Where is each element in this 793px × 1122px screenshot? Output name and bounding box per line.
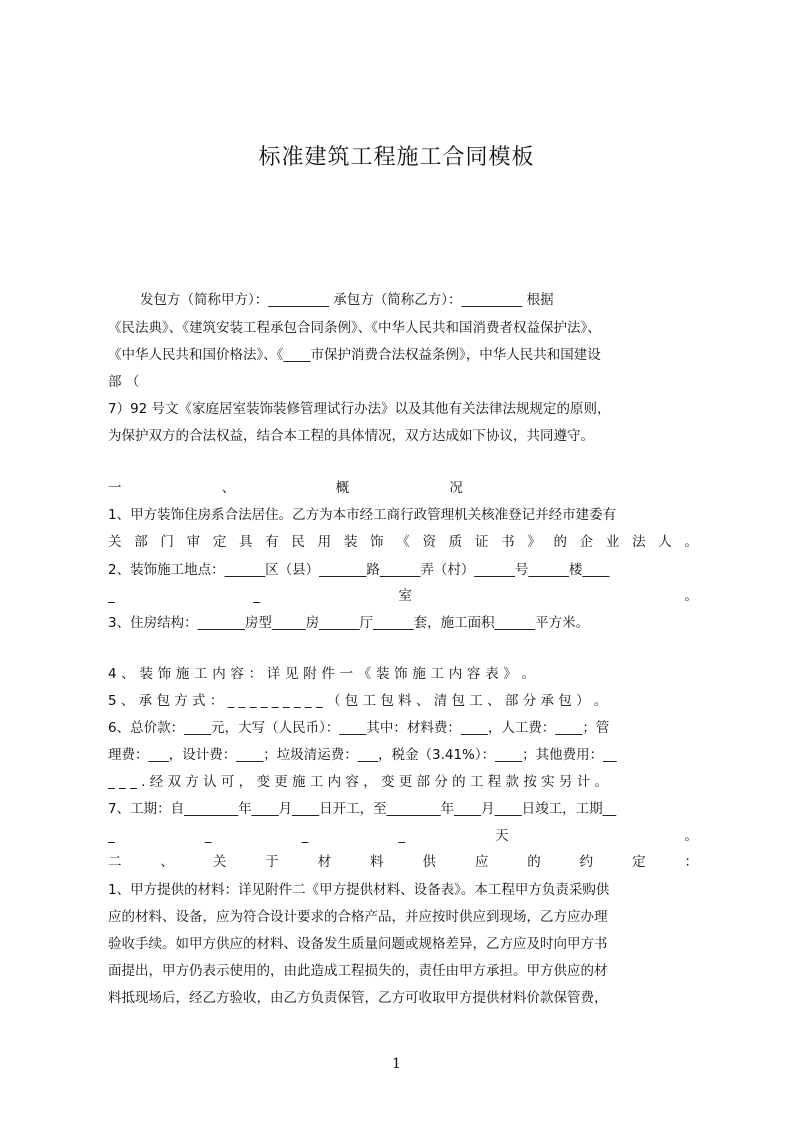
paragraph-line: 面提出，甲方仍表示使用的，由此造成工程损失的，责任由甲方承担。甲方供应的材 (108, 963, 608, 979)
paragraph-line: _ _ 室 。 (108, 588, 698, 604)
paragraph-line: 6、总价款：____元，大写（人民币）：____其中：材料费：____，人工费：____；管 (108, 720, 610, 736)
paragraph-line: 5 、 承 包 方 式 ： _ _ _ _ _ _ _ _ _ （ 包 工 包 料 、 清 包 工 、 部 分 承 包 ） 。 (108, 693, 608, 709)
page-number: 1 (392, 1056, 401, 1072)
document-title: 标准建筑工程施工合同模板 (258, 145, 535, 170)
paragraph-line: 4 、 装 饰 施 工 内 容 ： 详 见 附 件 一 《 装 饰 施 工 内 容 表 》 。 (108, 666, 536, 682)
paragraph-line: 发包方（简称甲方）：_________ 承包方（简称乙方）：_________ 根据 (140, 292, 554, 308)
paragraph-line: 料抵现场后，经乙方验收，由乙方负责保管，乙方可收取甲方提供材料价款保管费， (108, 990, 608, 1006)
paragraph-line: 3、住房结构：_______房型_____房______厅______套，施工面积______平方米。 (108, 615, 590, 631)
paragraph-line: 应的材料、设备，应为符合设计要求的合格产品，并应按时供应到现场，乙方应办理 (108, 909, 608, 925)
paragraph-line: 1、甲方提供的材料：详见附件二《甲方提供材料、设备表》。本工程甲方负责采购供 (108, 882, 610, 898)
paragraph-line: 2、装饰施工地点：______区（县）_______路______弄（村）______号______楼____ (108, 562, 610, 578)
paragraph-line: 为保护双方的合法权益，结合本工程的具体情况，双方达成如下协议，共同遵守。 (108, 428, 594, 444)
paragraph-line: _ _ _ . 经 双 方 认 可 ， 变 更 施 工 内 容 ， 变 更 部 分 的 工 程 款 按 实 另 计 。 (108, 774, 608, 790)
paragraph-line: 7）92 号文《家庭居室装饰装修管理试行办法》以及其他有关法律法规规定的原则， (108, 401, 611, 417)
section-heading-materials: 二 、 关 于 材 料 供 应 的 约 定 ： (108, 854, 698, 870)
section-heading-overview: 一 、 概 况 (108, 480, 463, 496)
paragraph-line: _ _ _ _ 天 。 (108, 828, 698, 844)
paragraph-line: 关部门审定具有民用装饰《资质证书》的企业法人。 (108, 534, 698, 550)
paragraph-line: 1、甲方装饰住房系合法居住。乙方为本市经工商行政管理机关核准登记并经市建委有 (108, 507, 617, 523)
paragraph-line: 《中华人民共和国价格法》、《____市保护消费合法权益条例》，中华人民共和国建设 (108, 347, 601, 363)
paragraph-line: 验收手续。如甲方供应的材料、设备发生质量问题或规格差异，乙方应及时向甲方书 (108, 936, 608, 952)
paragraph-line: 《民法典》、《建筑安装工程承包合同条例》、《中华人民共和国消费者权益保护法》、 (108, 320, 601, 336)
paragraph-line: 理费：___，设计费：____；垃圾清运费：___，税金（3.41%）：____；其他费用：__ (108, 747, 617, 763)
paragraph-line: 7、工期：自________年____月____日开工，至________年____月____日竣工，工期__ (108, 801, 617, 817)
paragraph-line: 部 （ (108, 374, 140, 390)
